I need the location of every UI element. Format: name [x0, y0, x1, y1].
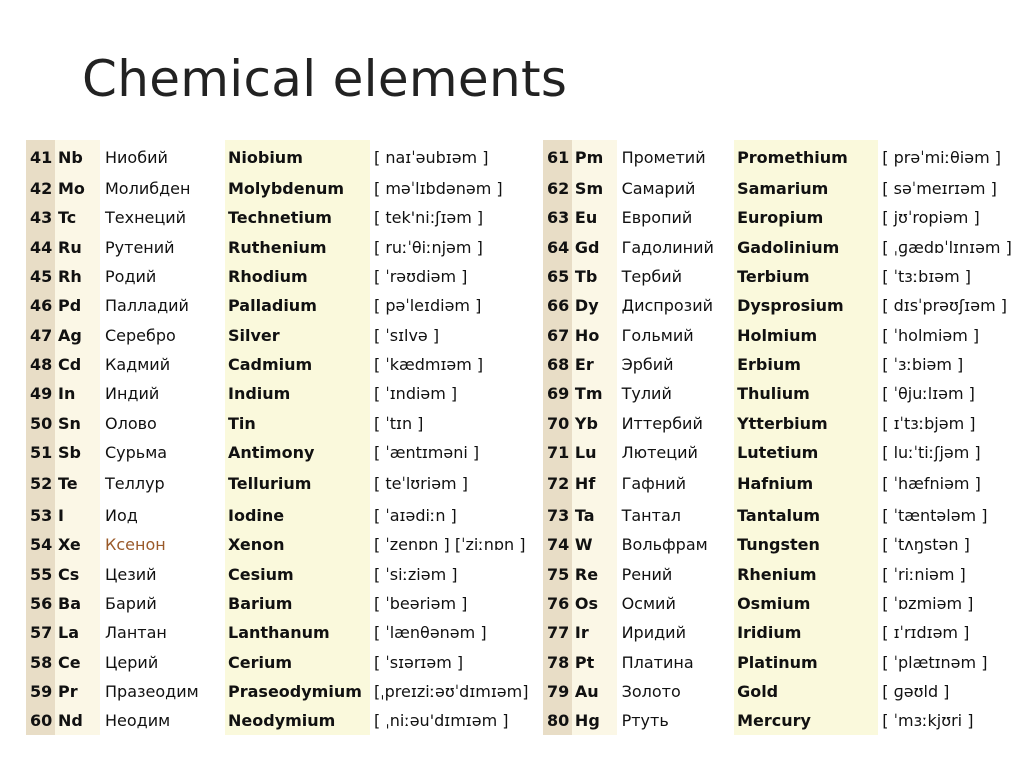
- russian-name: Осмий: [621, 594, 676, 613]
- russian-name: Молибден: [105, 179, 191, 199]
- russian-name: Серебро: [105, 325, 176, 345]
- pronunciation: [ ɪˈtɜːbjəm ]: [882, 413, 976, 433]
- element-symbol: Nb: [55, 140, 100, 174]
- english-name: Rhenium: [734, 560, 878, 589]
- atomic-number: 72: [543, 467, 572, 501]
- atomic-number: 59: [26, 677, 55, 706]
- russian-name: Иридий: [621, 623, 686, 643]
- element-row: [26, 501, 542, 530]
- english-name: Gadolinium: [734, 233, 878, 262]
- english-name: Ruthenium: [225, 233, 370, 262]
- element-row: [543, 350, 1024, 379]
- element-symbol: In: [55, 379, 100, 408]
- atomic-number: 51: [26, 438, 55, 467]
- pronunciation: [ teˈlʊriəm ]: [374, 474, 468, 494]
- element-row: [543, 501, 1024, 530]
- pronunciation: [ ˈɜːbiəm ]: [882, 354, 964, 374]
- element-symbol: Cs: [55, 560, 100, 589]
- element-symbol: La: [55, 618, 100, 647]
- element-symbol: Ag: [55, 320, 100, 349]
- pronunciation: [ ˈæntɪməni ]: [374, 442, 480, 462]
- russian-name: Тербий: [621, 267, 683, 287]
- element-row: [26, 350, 542, 379]
- element-row: [26, 618, 542, 647]
- english-name: Holmium: [734, 320, 878, 349]
- atomic-number: 69: [543, 379, 572, 408]
- russian-name: Барий: [105, 594, 157, 613]
- element-symbol: Hf: [572, 467, 617, 501]
- element-symbol: Au: [572, 677, 617, 706]
- atomic-number: 50: [26, 408, 55, 437]
- russian-name: Рений: [621, 564, 673, 584]
- element-symbol: Pm: [572, 140, 617, 174]
- atomic-number: 57: [26, 618, 55, 647]
- russian-name: Иттербий: [621, 413, 703, 433]
- pronunciation: [ ˈhæfniəm ]: [882, 474, 981, 494]
- element-symbol: Er: [572, 350, 617, 379]
- pronunciation: [ ˈzenɒn ] [ˈziːnɒn ]: [374, 535, 526, 555]
- element-row: [26, 560, 542, 589]
- english-name: Tin: [225, 408, 370, 437]
- atomic-number: 56: [26, 589, 55, 618]
- english-name: Tungsten: [734, 530, 878, 559]
- atomic-number: 43: [26, 203, 55, 232]
- element-row: [26, 174, 542, 203]
- pronunciation: [ naɪˈəubɪəm ]: [374, 147, 489, 167]
- element-row: [543, 677, 1024, 706]
- english-name: Iodine: [225, 501, 370, 530]
- pronunciation: [ ˈɪndiəm ]: [374, 384, 458, 404]
- element-symbol: Gd: [572, 233, 617, 262]
- element-symbol: Os: [572, 589, 617, 618]
- russian-name: Олово: [105, 413, 157, 433]
- element-row: [543, 320, 1024, 349]
- element-row: [26, 320, 542, 349]
- atomic-number: 65: [543, 262, 572, 291]
- pronunciation: [ jʊˈropiəm ]: [882, 208, 980, 228]
- atomic-number: 47: [26, 320, 55, 349]
- element-row: [26, 233, 542, 262]
- atomic-number: 53: [26, 501, 55, 530]
- russian-name: Празеодим: [105, 681, 199, 701]
- english-name: Iridium: [734, 618, 878, 647]
- element-row: [26, 203, 542, 232]
- english-name: Osmium: [734, 589, 878, 618]
- english-name: Terbium: [734, 262, 878, 291]
- english-name: Antimony: [225, 438, 370, 467]
- russian-name: Ртуть: [621, 711, 669, 731]
- russian-name: Диспрозий: [621, 296, 713, 316]
- element-symbol: Xe: [55, 530, 100, 559]
- english-name: Barium: [225, 589, 370, 618]
- element-row: [26, 677, 542, 706]
- english-name: Gold: [734, 677, 878, 706]
- pronunciation: [ ˈkædmɪəm ]: [374, 354, 484, 374]
- russian-name: Гольмий: [621, 325, 694, 345]
- english-name: Rhodium: [225, 262, 370, 291]
- element-symbol: Pd: [55, 291, 100, 320]
- element-row: [26, 438, 542, 467]
- pronunciation: [ ˈholmiəm ]: [882, 325, 980, 345]
- atomic-number: 75: [543, 560, 572, 589]
- element-row: [543, 467, 1024, 501]
- english-name: Silver: [225, 320, 370, 349]
- element-row: [26, 379, 542, 408]
- atomic-number: 58: [26, 647, 55, 676]
- element-symbol: Ir: [572, 618, 617, 647]
- pronunciation: [ dɪsˈprəʊʃɪəm ]: [882, 296, 1007, 316]
- element-row: [26, 140, 542, 174]
- pronunciation: [ ˌɡædɒˈlɪnɪəm ]: [882, 237, 1012, 257]
- atomic-number: 44: [26, 233, 55, 262]
- element-symbol: Mo: [55, 174, 100, 203]
- pronunciation: [ ˈtæntələm ]: [882, 506, 988, 526]
- pronunciation: [ tek'ni:ʃɪəm ]: [374, 208, 484, 228]
- pronunciation: [ ˈsiːziəm ]: [374, 564, 458, 584]
- elements-table-right: [543, 140, 1024, 735]
- element-row: [543, 262, 1024, 291]
- pronunciation: [ ˈtʌŋstən ]: [882, 535, 970, 555]
- atomic-number: 62: [543, 174, 572, 203]
- pronunciation: [ ˌniːəu'dɪmɪəm ]: [374, 711, 509, 731]
- russian-name: Гафний: [621, 474, 687, 494]
- russian-name: Лютеций: [621, 442, 698, 462]
- pronunciation: [ prəˈmiːθiəm ]: [882, 147, 1001, 167]
- atomic-number: 76: [543, 589, 572, 618]
- pronunciation: [ ˈaɪədiːn ]: [374, 506, 457, 526]
- english-name: Lanthanum: [225, 618, 370, 647]
- atomic-number: 77: [543, 618, 572, 647]
- russian-name: Ксенон: [105, 535, 166, 555]
- russian-name: Самарий: [621, 179, 696, 199]
- english-name: Neodymium: [225, 706, 370, 735]
- russian-name: Лантан: [105, 623, 167, 643]
- russian-name: Индий: [105, 384, 160, 404]
- atomic-number: 80: [543, 706, 572, 735]
- russian-name: Теллур: [105, 474, 165, 494]
- element-symbol: Nd: [55, 706, 100, 735]
- element-symbol: Ho: [572, 320, 617, 349]
- element-symbol: Re: [572, 560, 617, 589]
- pronunciation: [ ˈθjuːlɪəm ]: [882, 384, 975, 404]
- atomic-number: 74: [543, 530, 572, 559]
- elements-table-left: [26, 140, 542, 735]
- english-name: Erbium: [734, 350, 878, 379]
- atomic-number: 73: [543, 501, 572, 530]
- russian-name: Гадолиний: [621, 237, 714, 257]
- english-name: Palladium: [225, 291, 370, 320]
- russian-name: Золото: [621, 681, 681, 701]
- pronunciation: [ pəˈleɪdiəm ]: [374, 296, 482, 316]
- atomic-number: 64: [543, 233, 572, 262]
- russian-name: Тантал: [621, 506, 681, 526]
- atomic-number: 61: [543, 140, 572, 174]
- english-name: Europium: [734, 203, 878, 232]
- element-symbol: Sm: [572, 174, 617, 203]
- pronunciation: [ ɪˈrɪdɪəm ]: [882, 623, 970, 643]
- element-symbol: I: [55, 501, 100, 530]
- english-name: Xenon: [225, 530, 370, 559]
- russian-name: Сурьма: [105, 442, 168, 462]
- element-symbol: Pr: [55, 677, 100, 706]
- element-symbol: Cd: [55, 350, 100, 379]
- english-name: Hafnium: [734, 467, 878, 501]
- element-symbol: Hg: [572, 706, 617, 735]
- pronunciation: [ ɡəʊld ]: [882, 681, 950, 701]
- element-row: [543, 174, 1024, 203]
- pronunciation: [ ˈrəʊdiəm ]: [374, 267, 468, 287]
- russian-name: Палладий: [105, 296, 189, 316]
- atomic-number: 55: [26, 560, 55, 589]
- element-symbol: Rh: [55, 262, 100, 291]
- element-row: [543, 618, 1024, 647]
- russian-name: Тулий: [621, 384, 672, 404]
- english-name: Cadmium: [225, 350, 370, 379]
- element-row: [543, 647, 1024, 676]
- atomic-number: 63: [543, 203, 572, 232]
- element-symbol: Eu: [572, 203, 617, 232]
- pronunciation: [ ruːˈθiːnjəm ]: [374, 237, 483, 257]
- russian-name: Рутений: [105, 237, 175, 257]
- atomic-number: 48: [26, 350, 55, 379]
- pronunciation: [ ˈsɪlvə ]: [374, 325, 440, 345]
- atomic-number: 67: [543, 320, 572, 349]
- russian-name: Родий: [105, 267, 157, 287]
- russian-name: Платина: [621, 652, 694, 672]
- element-row: [26, 706, 542, 735]
- russian-name: Иод: [105, 506, 138, 526]
- atomic-number: 78: [543, 647, 572, 676]
- atomic-number: 46: [26, 291, 55, 320]
- atomic-number: 54: [26, 530, 55, 559]
- pronunciation: [ˌpreɪziːəʊˈdɪmɪəm]: [374, 681, 529, 701]
- element-symbol: Pt: [572, 647, 617, 676]
- element-row: [26, 589, 542, 618]
- element-row: [26, 291, 542, 320]
- pronunciation: [ ˈsɪərɪəm ]: [374, 652, 464, 672]
- english-name: Molybdenum: [225, 174, 370, 203]
- page-title: Chemical elements: [82, 50, 568, 108]
- element-row: [543, 530, 1024, 559]
- element-row: [26, 530, 542, 559]
- russian-name: Неодим: [105, 711, 171, 731]
- element-symbol: W: [572, 530, 617, 559]
- russian-name: Технеций: [105, 208, 187, 228]
- atomic-number: 41: [26, 140, 55, 174]
- english-name: Samarium: [734, 174, 878, 203]
- russian-name: Эрбий: [621, 354, 674, 374]
- atomic-number: 49: [26, 379, 55, 408]
- russian-name: Кадмий: [105, 354, 171, 374]
- english-name: Niobium: [225, 140, 370, 174]
- english-name: Cerium: [225, 647, 370, 676]
- element-row: [26, 467, 542, 501]
- element-symbol: Yb: [572, 408, 617, 437]
- element-symbol: Ru: [55, 233, 100, 262]
- english-name: Platinum: [734, 647, 878, 676]
- element-row: [26, 647, 542, 676]
- element-row: [26, 262, 542, 291]
- pronunciation: [ ˈlænθənəm ]: [374, 623, 487, 643]
- element-symbol: Dy: [572, 291, 617, 320]
- english-name: Technetium: [225, 203, 370, 232]
- element-symbol: Ta: [572, 501, 617, 530]
- atomic-number: 70: [543, 408, 572, 437]
- russian-name: Прометий: [621, 147, 706, 167]
- english-name: Dysprosium: [734, 291, 878, 320]
- element-symbol: Ba: [55, 589, 100, 618]
- english-name: Ytterbium: [734, 408, 878, 437]
- pronunciation: [ ˈɒzmiəm ]: [882, 594, 974, 613]
- english-name: Promethium: [734, 140, 878, 174]
- pronunciation: [ ˈplætɪnəm ]: [882, 652, 988, 672]
- element-symbol: Te: [55, 467, 100, 501]
- pronunciation: [ ˈtɜːbɪəm ]: [882, 267, 972, 287]
- english-name: Cesium: [225, 560, 370, 589]
- atomic-number: 71: [543, 438, 572, 467]
- element-symbol: Tm: [572, 379, 617, 408]
- atomic-number: 42: [26, 174, 55, 203]
- pronunciation: [ ˈbeəriəm ]: [374, 594, 468, 613]
- english-name: Mercury: [734, 706, 878, 735]
- russian-name: Вольфрам: [621, 535, 708, 555]
- element-row: [543, 140, 1024, 174]
- pronunciation: [ səˈmeɪrɪəm ]: [882, 179, 997, 199]
- english-name: Lutetium: [734, 438, 878, 467]
- english-name: Praseodymium: [225, 677, 370, 706]
- element-symbol: Lu: [572, 438, 617, 467]
- atomic-number: 60: [26, 706, 55, 735]
- russian-name: Церий: [105, 652, 159, 672]
- atomic-number: 79: [543, 677, 572, 706]
- element-row: [543, 560, 1024, 589]
- english-name: Tantalum: [734, 501, 878, 530]
- element-row: [543, 706, 1024, 735]
- element-row: [543, 233, 1024, 262]
- english-name: Indium: [225, 379, 370, 408]
- element-symbol: Sb: [55, 438, 100, 467]
- element-symbol: Tb: [572, 262, 617, 291]
- element-row: [543, 589, 1024, 618]
- russian-name: Европий: [621, 208, 693, 228]
- element-symbol: Sn: [55, 408, 100, 437]
- element-row: [26, 408, 542, 437]
- pronunciation: [ luːˈtiːʃjəm ]: [882, 442, 981, 462]
- element-row: [543, 408, 1024, 437]
- element-symbol: Tc: [55, 203, 100, 232]
- pronunciation: [ ˈriːniəm ]: [882, 564, 966, 584]
- pronunciation: [ ˈmɜːkjʊri ]: [882, 711, 974, 731]
- atomic-number: 45: [26, 262, 55, 291]
- element-row: [543, 438, 1024, 467]
- atomic-number: 66: [543, 291, 572, 320]
- russian-name: Цезий: [105, 564, 157, 584]
- element-row: [543, 291, 1024, 320]
- element-symbol: Ce: [55, 647, 100, 676]
- pronunciation: [ məˈlɪbdənəm ]: [374, 179, 503, 199]
- english-name: Tellurium: [225, 467, 370, 501]
- russian-name: Ниобий: [105, 147, 168, 167]
- pronunciation: [ ˈtɪn ]: [374, 413, 424, 433]
- atomic-number: 52: [26, 467, 55, 501]
- element-row: [543, 379, 1024, 408]
- atomic-number: 68: [543, 350, 572, 379]
- english-name: Thulium: [734, 379, 878, 408]
- element-row: [543, 203, 1024, 232]
